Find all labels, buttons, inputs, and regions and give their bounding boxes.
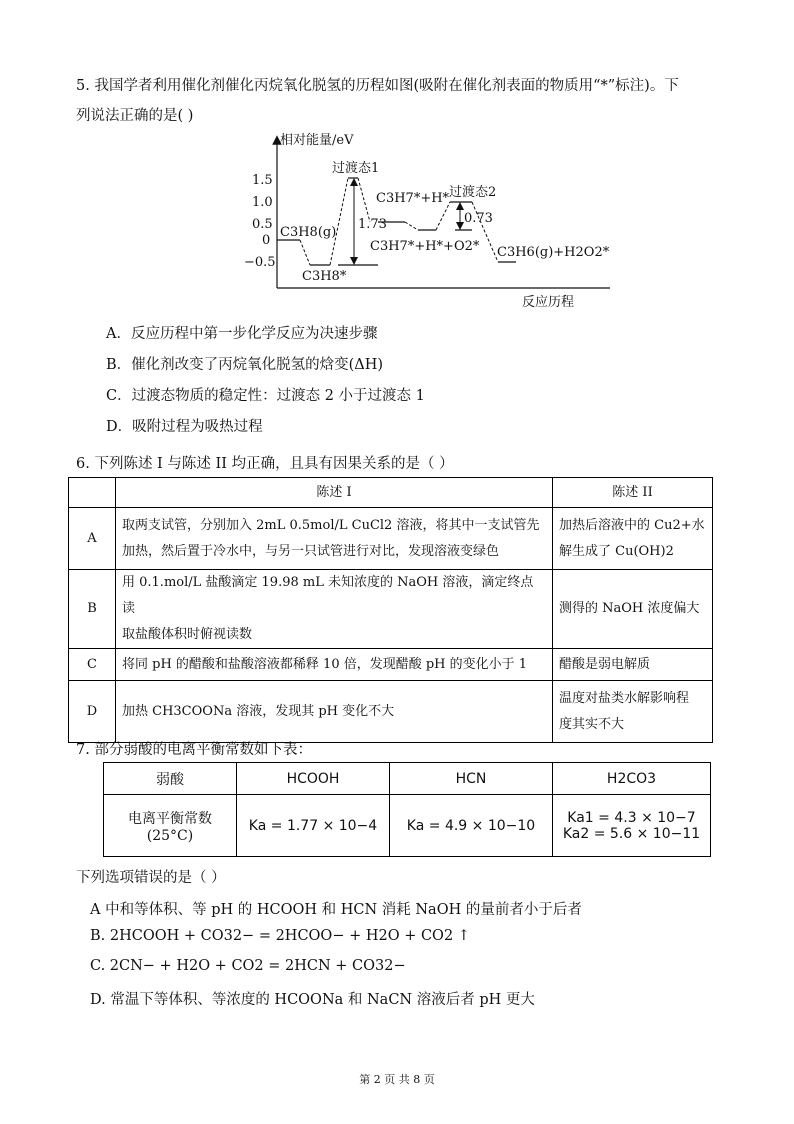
q5-option-b: B．催化剂改变了丙烷氧化脱氢的焓变(ΔH) — [106, 357, 384, 373]
q5-option-d: D．吸附过程为吸热过程 — [106, 419, 263, 435]
q6-row-label: B — [69, 570, 116, 649]
q6-row-label: A — [69, 508, 116, 570]
q6-header-s1: 陈述 I — [116, 478, 553, 508]
q7-ka1: Ka1 = 4.3 × 10−7 — [567, 809, 696, 826]
q7-ka-hcn: Ka = 4.9 × 10−10 — [390, 795, 553, 857]
q7-header-hcooh: HCOOH — [237, 763, 390, 795]
c3h6-label: C3H6(g)+H2O2* — [497, 245, 610, 260]
energy-diagram — [240, 130, 620, 310]
gap-1.73: 1.73 — [358, 217, 387, 232]
q5-stem-line1: 5. 我国学者利用催化剂催化丙烷氧化脱氢的历程如图(吸附在催化剂表面的物质用“*”标注)。下 — [76, 78, 679, 94]
q7-stem: 7. 部分弱酸的电离平衡常数如下表： — [76, 742, 312, 758]
q7-ka-hcooh: Ka = 1.77 × 10−4 — [237, 795, 390, 857]
q6-header-s2: 陈述 II — [553, 478, 713, 508]
q7-prompt: 下列选项错误的是（ ） — [76, 870, 226, 886]
q7-header-hcn: HCN — [390, 763, 553, 795]
ts2-label: 过渡态2 — [449, 185, 497, 200]
x-axis-label: 反应历程 — [522, 295, 575, 310]
q7-option-a: A 中和等体积、等 pH 的 HCOOH 和 HCN 消耗 NaOH 的量前者小于后者 — [90, 902, 582, 918]
q7-option-c: C. 2CN− + H2O + CO2 = 2HCN + CO32− — [90, 958, 406, 974]
c3h7ho2-label: C3H7*+H*+O2* — [370, 239, 480, 254]
q7-header-acid: 弱酸 — [104, 763, 237, 795]
page-footer: 第 2 页 共 8 页 — [359, 1073, 435, 1086]
ytick-1.5: 1.5 — [252, 173, 273, 188]
c3h8g-label: C3H8(g) — [280, 225, 337, 240]
q5-stem-line2: 列说法正确的是( ) — [76, 108, 194, 124]
ytick-0: 0 — [262, 233, 271, 248]
q7-ka2: Ka2 = 5.6 × 10−11 — [562, 825, 701, 842]
y-axis-label: 相对能量/eV — [280, 133, 354, 148]
c3h7h-label: C3H7*+H* — [376, 191, 450, 206]
q6-row-label: D — [69, 681, 116, 743]
q7-header-h2co3: H2CO3 — [553, 763, 711, 795]
q6-stem: 6. 下列陈述 I 与陈述 II 均正确，且具有因果关系的是（ ） — [76, 456, 454, 472]
q5-option-a: A．反应历程中第一步化学反应为决速步骤 — [106, 326, 378, 342]
q7-option-b: B. 2HCOOH + CO32− = 2HCOO− + H2O + CO2 ↑ — [90, 928, 470, 944]
table-row: B 用 0.1.mol/L 盐酸滴定 19.98 mL 未知浓度的 NaOH 溶液，滴定终点读 取盐酸体积时俯视读数 测得的 NaOH 浓度偏大 — [69, 570, 713, 649]
c3h8s-label: C3H8* — [302, 269, 347, 284]
q5-option-c: C．过渡态物质的稳定性：过渡态 2 小于过渡态 1 — [106, 388, 425, 404]
q6-row-label: C — [69, 649, 116, 681]
ts1-label: 过渡态1 — [332, 161, 380, 176]
q6-header-blank — [69, 478, 116, 508]
table-row: 电离平衡常数 (25°C) Ka = 1.77 × 10−4 Ka = 4.9 × 10−10 Ka1 = 4.3 × 10−7 Ka2 = 5.6 × 10−11 — [104, 795, 711, 857]
ytick-0.5: 0.5 — [252, 217, 273, 232]
gap-0.73: 0.73 — [464, 211, 493, 226]
q7-table — [103, 762, 711, 857]
table-row: C 将同 pH 的醋酸和盐酸溶液都稀释 10 倍，发现醋酸 pH 的变化小于 1 醋酸是弱电解质 — [69, 649, 713, 681]
q7-option-d: D. 常温下等体积、等浓度的 HCOONa 和 NaCN 溶液后者 pH 更大 — [90, 992, 535, 1008]
table-row: A 取两支试管，分别加入 2mL 0.5mol/L CuCl2 溶液，将其中一支试管先 加热，然后置于冷水中，与另一只试管进行对比，发现溶液变绿色 加热后溶液中的 Cu2+水 解生成了 Cu(OH)2 — [69, 508, 713, 570]
ytick-neg0.5: −0.5 — [244, 255, 276, 270]
q6-table — [68, 477, 713, 743]
ytick-1.0: 1.0 — [252, 195, 273, 210]
table-row: D 加热 CH3COONa 溶液，发现其 pH 变化不大 温度对盐类水解影响程 度其实不大 — [69, 681, 713, 743]
